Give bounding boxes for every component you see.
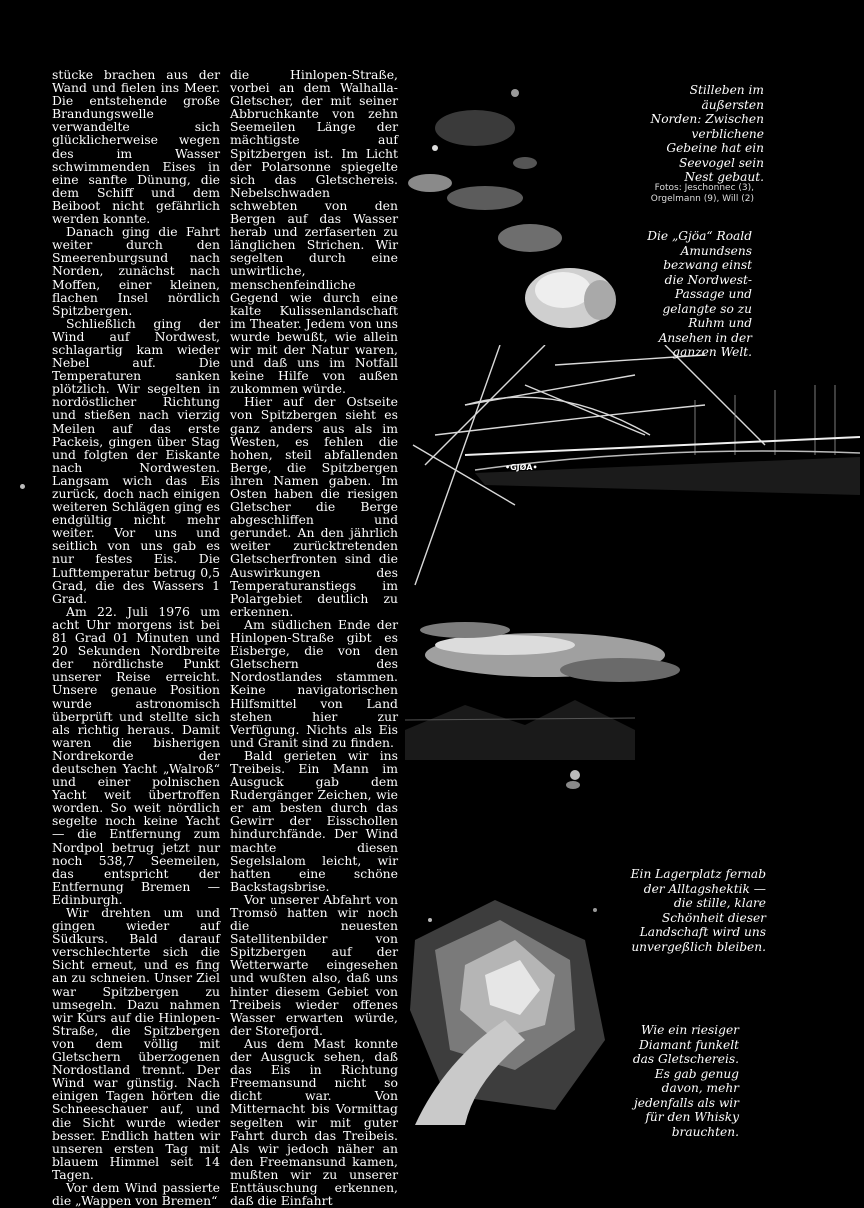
article-column-middle <box>230 68 398 1207</box>
caption-bones: Stilleben im äußersten Norden: Zwischen verblichene Gebeine hat ein Seevogel sein Nest gebaut. <box>650 83 764 184</box>
caption-gjoa: Die „Gjöa“ Roald Amundsens bezwang einst die Nordwest-Passage und gelangte so zu Ruhm und Ansehen in der ganzen Welt. <box>647 229 752 359</box>
paragraph: Vor dem Wind passierte die „Wappen von Bremen“ <box>52 1179 220 1208</box>
paragraph: die Hinlopen-Straße, vorbei an dem Walhalla-Gletscher, der mit seiner Abbruchkante von zehn Seemeilen Länge der mächtigste auf Spitzbergen ist. Im Licht der Polarsonne spiegelte sich das Gletschereis. Nebelschwaden schwebten von den Bergen auf das Wasser herab und zerfaserten zu länglichen Strichen. Wir segelten durch eine unwirtliche, menschenfeindliche Gegend wie durch eine kalte Kulissenlandschaft im Theater. Jedem von uns wurde bewußt, wie allein wir mit der Natur waren, und daß uns im Notfall keine Hilfe von außen zukommen würde. <box>230 67 398 397</box>
paragraph: Aus dem Mast konnte der Ausguck sehen, daß das Eis in Richtung Freemansund nicht so dicht war. Von Mitternacht bis Vormittag segelten wir mit guter Fahrt durch das Treibeis. Als wir jedoch näher an den Freemansund kamen, mußten wir zu unserer Enttäuschung erkennen, daß die Einfahrt <box>230 1035 398 1208</box>
paragraph: Hier auf der Ostseite von Spitzbergen sieht es ganz anders aus als im Westen, es fehlen die hohen, steil abfallenden Berge, die Spitzbergen ihren Namen gaben. Im Osten haben die riesigen Gletscher die Berge abgeschliffen und gerundet. An den jährlich weiter zurücktretenden Gletscherfronten sind die Auswirkungen des Temperaturanstiegs im Polargebiet deutlich zu erkennen. <box>230 394 398 619</box>
caption-camp: Ein Lagerplatz fernab der Alltagshektik — die stille, klare Schönheit dieser Landschaft wird uns unvergeßlich bleiben. <box>630 867 766 954</box>
margin-mark <box>20 484 25 489</box>
paragraph: stücke brachen aus der Wand und fielen ins Meer. Die entstehende große Brandungswelle verwandelte sich glücklicherweise wegen des im Wasser schwimmenden Eises in eine sanfte Dünung, die dem Schiff und dem Beiboot nicht gefährlich werden konnte. <box>52 67 220 227</box>
paragraph: Bald gerieten wir ins Treibeis. Ein Mann im Ausguck gab dem Rudergänger Zeichen, wie er am besten durch das Gewirr der Eisschollen hindurchfände. Der Wind machte diesen Segelslalom leicht, wir hatten eine schöne Backstagsbrise. <box>230 747 398 894</box>
photo-glacier-ice <box>405 880 620 1125</box>
paragraph: Vor unserer Abfahrt von Tromsö hatten wir noch die neuesten Satellitenbilder von Spitzbergen auf der Wetterwarte eingesehen und wußten also, daß uns hinter diesem Gebiet von Treibeis wieder offenes Wasser erwarten würde, der Storefjord. <box>230 891 398 1038</box>
photo-bones <box>405 68 645 343</box>
paragraph: Am südlichen Ende der Hinlopen-Straße gibt es Eisberge, die von den Gletschern des Nordostlandes stammen. Keine navigatorischen Hilfsmittel von Land stehen hier zur Verfügung. Nichts als Eis und Granit sind zu finden. <box>230 616 398 750</box>
ship-nameplate: •GJØA• <box>505 463 538 472</box>
paragraph: Schließlich ging der Wind auf Nordwest, schlagartig kam wieder Nebel auf. Die Temperaturen sanken plötzlich. Wir segelten in nordöstlicher Richtung und stießen nach vierzig Meilen auf das erste Packeis, gingen über Stag und folgten der Eiskante nach Nordwesten. Langsam wich das Eis zurück, doch nach einigen weiteren Schlägen ging es endgültig nicht mehr weiter. Vor uns und seitlich von uns gab es nur festes Eis. Die Lufttemperatur betrug 0,5 Grad, die des Wassers 1 Grad. <box>52 315 220 606</box>
paragraph: Am 22. Juli 1976 um acht Uhr morgens ist bei 81 Grad 01 Minuten und 20 Sekunden Nordbreite der nördlichste Punkt unserer Reise erreicht. Unsere genaue Position wurde astronomisch überprüft und stellte sich als richtig heraus. Damit waren die bisherigen Nordrekorde der deutschen Yacht „Walroß“ und einer polnischen Yacht weit übertroffen worden. So weit nördlich segelte noch keine Yacht — die Entfernung zum Nordpol betrug jetzt nur noch 538,7 Seemeilen, das entspricht der Entfernung Bremen — Edinburgh. <box>52 603 220 907</box>
article-column-left <box>52 68 220 1207</box>
photo-credit: Fotos: Jeschonnec (3), Orgelmann (9), Will (2) <box>650 183 754 204</box>
paragraph: Danach ging die Fahrt weiter durch den Smeerenburgsund nach Norden, zunächst nach Moffen, einer kleinen, flachen Insel nördlich Spitzbergen. <box>52 224 220 318</box>
photo-ship-gjoa <box>405 345 860 600</box>
paragraph: Wir drehten um und gingen wieder auf Südkurs. Bald darauf verschlechterte sich die Sicht erneut, und es fing an zu schneien. Unser Ziel war Spitzbergen zu umsegeln. Dazu nahmen wir Kurs auf die Hinlopen-Straße, die Spitzbergen von dem völlig mit Gletschern überzogenen Nordostland trennt. Der Wind war günstig. Nach einigen Tagen hörten die Schneeschauer auf, und die Sicht wurde wieder besser. Endlich hatten wir unseren ersten Tag mit blauem Himmel seit 14 Tagen. <box>52 905 220 1182</box>
caption-diamond: Wie ein riesiger Diamant funkelt das Gletschereis. Es gab genug davon, mehr jedenfalls als wir für den Whisky brauchten. <box>632 1023 739 1139</box>
photo-camp <box>405 600 860 875</box>
